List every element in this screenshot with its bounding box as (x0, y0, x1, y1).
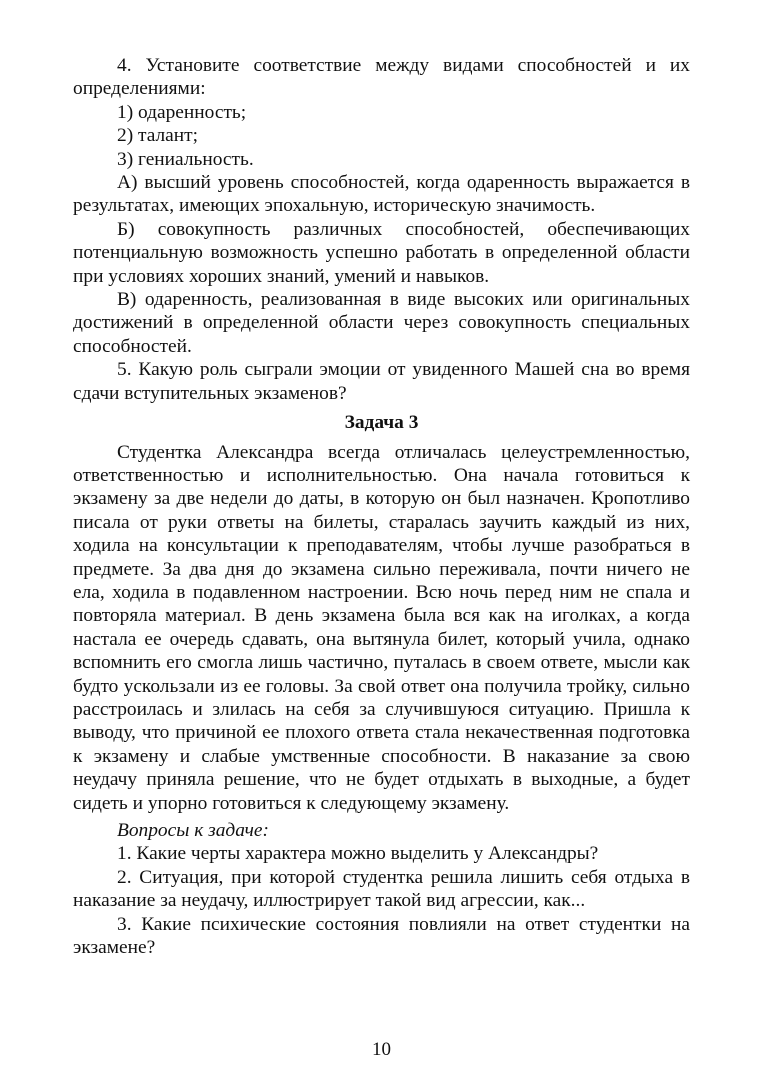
page-number: 10 (372, 1039, 391, 1060)
task-3-heading: Задача 3 (344, 412, 419, 434)
question-4-intro: 4. Установите соответствие между видами способностей и их определениями: (73, 55, 690, 100)
task-question-3: 3. Какие психические состояния повлияли на ответ студентки на экзамене? (73, 913, 690, 959)
definition-a: А) высший уровень способностей, когда одаренность выражается в результатах, имеющих эпохальную, историческую значимость. (73, 172, 690, 217)
questions-label: Вопросы к задаче: (117, 820, 269, 841)
list-item-giftedness: 1) одаренность; (117, 101, 247, 123)
task-question-1: 1. Какие черты характера можно выделить у Александры? (117, 843, 599, 865)
task-3-text: Студентка Александра всегда отличалась целеустремленностью, ответственностью и исполнительностью. Она начала готовиться к экзамену за две недели до даты, в которую он был назначен. Кропотливо писала от руки ответы на билеты, старалась заучить каждый из них, ходила на консультации к преподавателям, чтобы лучше разобраться в предмете. За два дня до экзамена сильно переживала, почти ничего не ела, ходила в подавленном настроении. Всю ночь перед ним не спала и повторяла материал. В день экзамена была вся как на иголках, а когда настала ее очередь сдавать, она вытянула билет, который учила, однако вспомнить его смогла лишь частично, путалась в своем ответе, мысли как будто ускользали из ее головы. За свой ответ она получила тройку, сильно расстроилась и злилась на себя за случившуюся ситуацию. Пришла к выводу, что причиной ее плохого ответа стала некачественная подготовка к экзамену и слабые умственные способности. В наказание за свою неудачу приняла решение, что не будет отдыхать в выходные, а будет сидеть и упорно готовиться к следующему экзамену. (73, 441, 690, 814)
list-item-genius: 3) гениальность. (117, 148, 254, 170)
document-page (73, 54, 690, 959)
list-item-talent: 2) талант; (117, 125, 199, 147)
task-question-2: 2. Ситуация, при которой студентка решила лишить себя отдыха в наказание за неудачу, иллюстрирует такой вид агрессии, как... (73, 866, 690, 912)
definition-b: Б) совокупность различных способностей, обеспечивающих потенциальную возможность успешно работать в определенной области при условиях хороших знаний, умений и навыков. (73, 218, 690, 287)
definition-c: В) одаренность, реализованная в виде высоких или оригинальных достижений в определенной области через совокупность специальных способностей. (73, 289, 690, 357)
question-5: 5. Какую роль сыграли эмоции от увиденного Машей сна во время сдачи вступительных экзаменов? (73, 359, 690, 404)
